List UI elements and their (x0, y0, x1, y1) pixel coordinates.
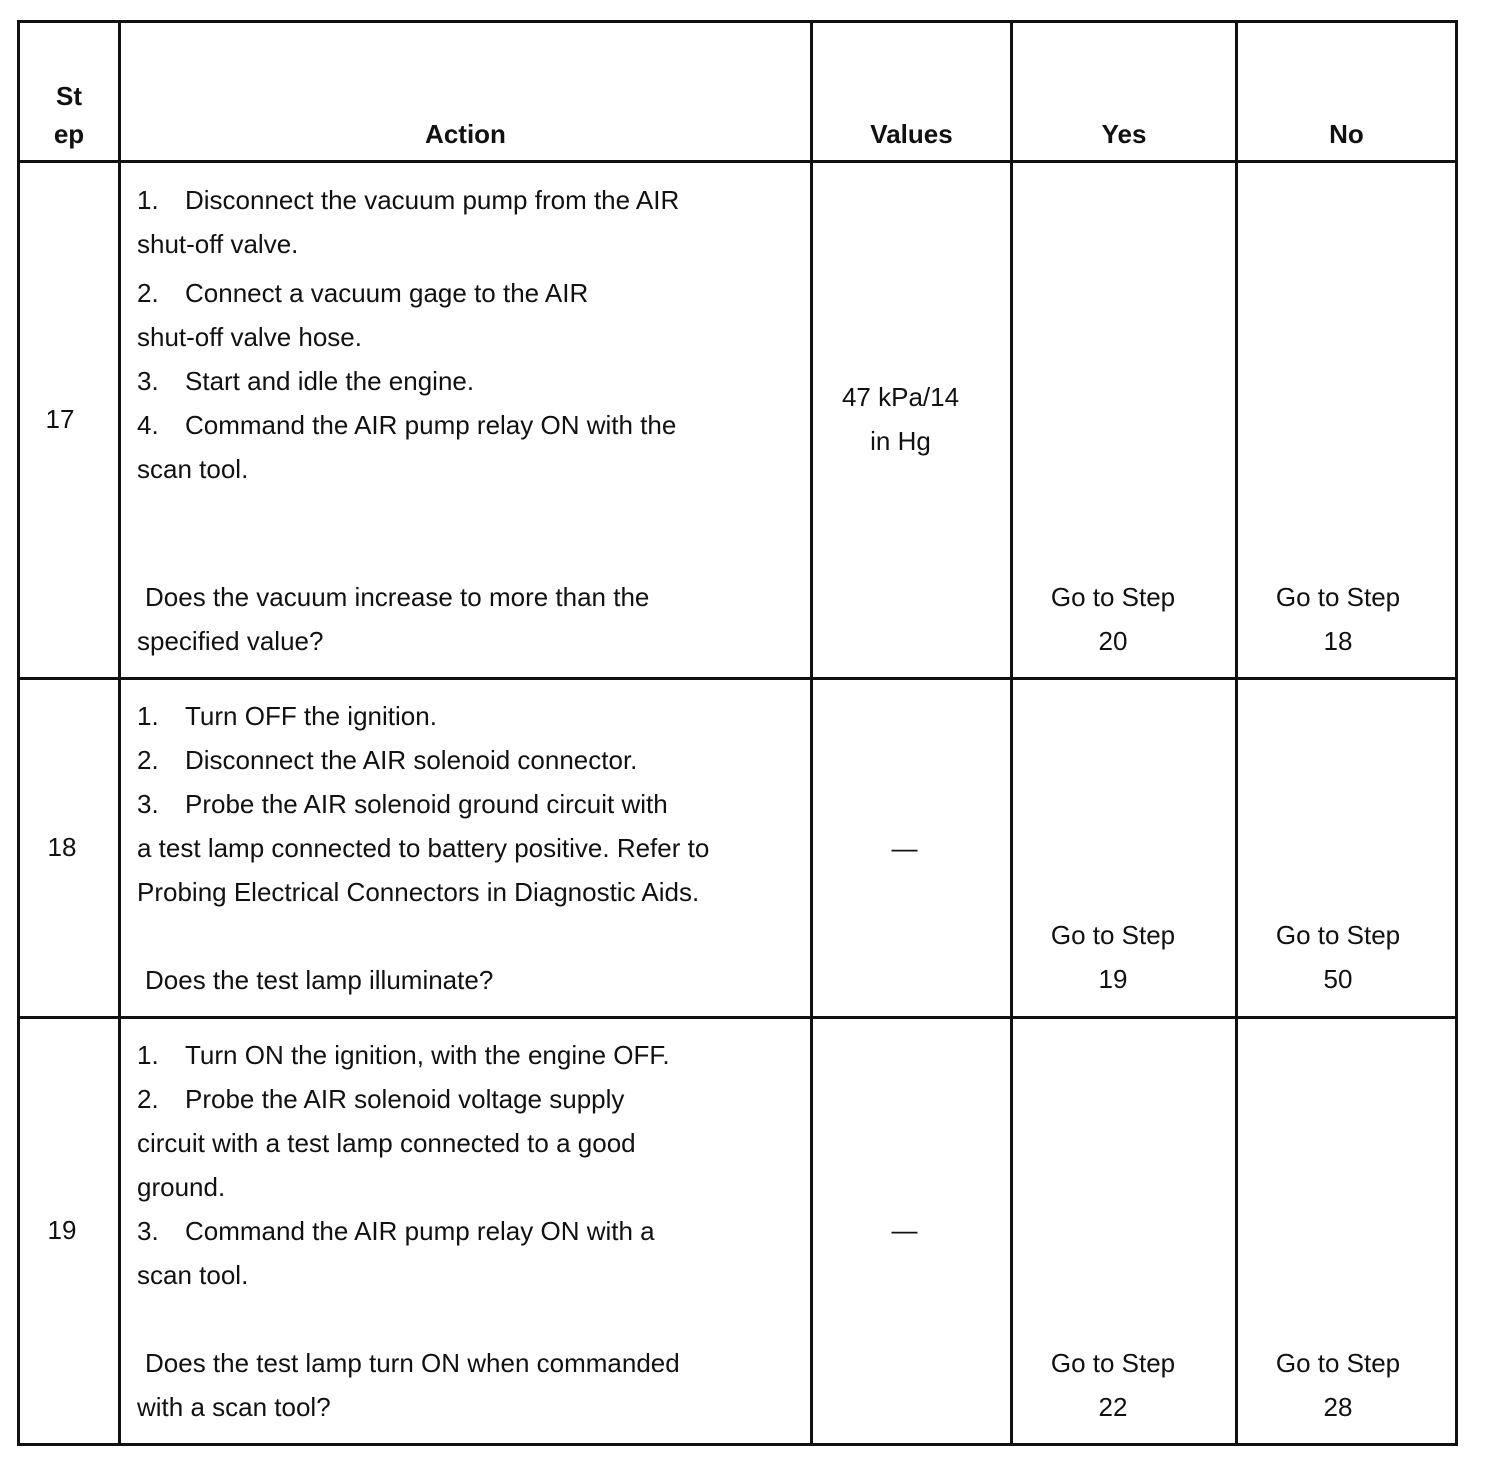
column-divider (1235, 20, 1238, 1446)
no-cell: Go to Step 18 (1275, 582, 1401, 656)
header-yes: Yes (1101, 119, 1147, 149)
table-border-top (17, 20, 1458, 23)
table-border-bottom (17, 1443, 1458, 1446)
header-values: Values (870, 119, 953, 149)
column-divider (118, 20, 121, 1446)
value-cell: — (891, 1215, 918, 1245)
action-text: 1. Turn OFF the ignition. 2. Disconnect the AIR solenoid connector. 3. Probe the AIR solenoid ground circuit with a test lamp connected to battery positive. Refer to Probing Electrical Connectors in Diagnostic Aids. (137, 701, 710, 907)
header-step-line-2: ep (53, 119, 85, 149)
yes-cell: Go to Step 19 (1050, 920, 1176, 994)
header-step-line-1: St (56, 81, 82, 111)
header-action: Action (425, 119, 506, 149)
action-text: 1. Disconnect the vacuum pump from the AIR shut-off valve. 2. Connect a vacuum gage to the AIR shut-off valve hose. 3. Start and idle the engine. 4. Command the AIR pump relay ON with the scan tool. (137, 185, 680, 484)
action-question: Does the test lamp turn ON when commanded with a scan tool? (137, 1348, 680, 1422)
action-question: Does the test lamp illuminate? (145, 965, 494, 995)
no-cell: Go to Step 28 (1275, 1348, 1401, 1422)
action-question: Does the vacuum increase to more than the specified value? (137, 582, 650, 656)
action-text: 1. Turn ON the ignition, with the engine OFF. 2. Probe the AIR solenoid voltage supply circuit with a test lamp connected to a good ground. 3. Command the AIR pump relay ON with a scan tool. (137, 1040, 670, 1290)
step-number: 17 (45, 404, 75, 434)
column-divider (1010, 20, 1013, 1446)
no-cell: Go to Step 50 (1275, 920, 1401, 994)
step-number: 19 (47, 1215, 77, 1245)
row-divider (17, 1016, 1458, 1019)
yes-cell: Go to Step 20 (1050, 582, 1176, 656)
table-border-right (1455, 20, 1458, 1446)
step-number: 18 (47, 832, 77, 862)
yes-cell: Go to Step 22 (1050, 1348, 1176, 1422)
header-no: No (1329, 119, 1364, 149)
header-step (20, 77, 118, 153)
value-cell: 47 kPa/14 in Hg (841, 382, 960, 456)
row-divider (17, 677, 1458, 680)
value-cell: — (891, 833, 918, 863)
header-divider (17, 160, 1458, 163)
diagnostic-table (17, 20, 1458, 1446)
